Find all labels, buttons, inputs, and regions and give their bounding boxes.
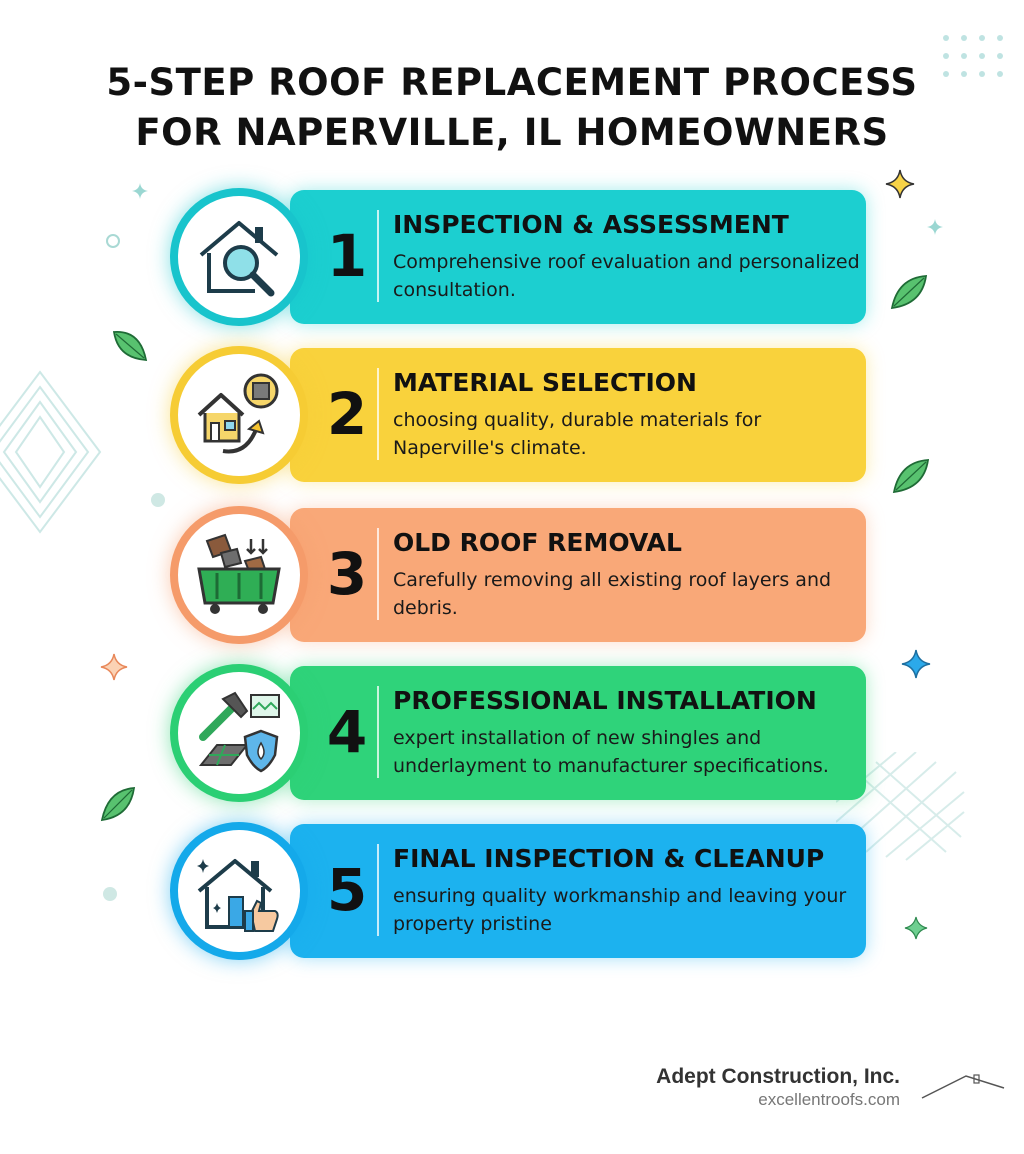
step-2-title: MATERIAL SELECTION — [393, 368, 697, 397]
step-3-number: 3 — [326, 540, 368, 608]
step-5-number: 5 — [326, 856, 368, 924]
step-1 — [0, 188, 1024, 328]
house-magnifier-icon — [195, 213, 283, 301]
step-3-icon-circle — [170, 506, 308, 644]
dumpster-debris-icon — [195, 531, 283, 619]
step-2-number: 2 — [326, 380, 368, 448]
step-1-icon-circle — [170, 188, 308, 326]
footer-url: excellentroofs.com — [758, 1090, 900, 1109]
step-4-description: expert installation of new shingles and underlayment to manufacturer specifications. — [393, 727, 829, 777]
step-1-number: 1 — [326, 222, 368, 290]
step-2-description: choosing quality, durable materials for Naperville's climate. — [393, 409, 762, 459]
hammer-shingles-icon — [195, 689, 283, 777]
step-3-title: OLD ROOF REMOVAL — [393, 528, 682, 557]
page-title — [0, 58, 1024, 158]
step-4-number: 4 — [326, 698, 368, 766]
step-1-divider — [377, 210, 379, 302]
step-5-description: ensuring quality workmanship and leaving your property pristine — [393, 885, 847, 935]
step-5-divider — [377, 844, 379, 936]
title-line-1: 5-STEP ROOF REPLACEMENT PROCESS — [106, 61, 918, 104]
step-5-title: FINAL INSPECTION & CLEANUP — [393, 844, 825, 873]
step-4-divider — [377, 686, 379, 778]
step-3 — [0, 506, 1024, 646]
step-1-description: Comprehensive roof evaluation and personalized consultation. — [393, 251, 860, 301]
title-line-2: FOR NAPERVILLE, IL HOMEOWNERS — [135, 111, 889, 154]
step-4-icon-circle — [170, 664, 308, 802]
step-4-title: PROFESSIONAL INSTALLATION — [393, 686, 817, 715]
footer-company-name: Adept Construction, Inc. — [656, 1065, 900, 1088]
step-4 — [0, 664, 1024, 804]
house-thumbs-up-icon — [195, 847, 283, 935]
step-5 — [0, 822, 1024, 962]
roof-logo-icon — [920, 1072, 1006, 1102]
step-5-icon-circle — [170, 822, 308, 960]
step-2-icon-circle — [170, 346, 308, 484]
step-3-description: Carefully removing all existing roof layers and debris. — [393, 569, 832, 619]
house-materials-icon — [195, 371, 283, 459]
step-3-divider — [377, 528, 379, 620]
step-1-title: INSPECTION & ASSESSMENT — [393, 210, 789, 239]
step-2 — [0, 346, 1024, 486]
step-2-divider — [377, 368, 379, 460]
